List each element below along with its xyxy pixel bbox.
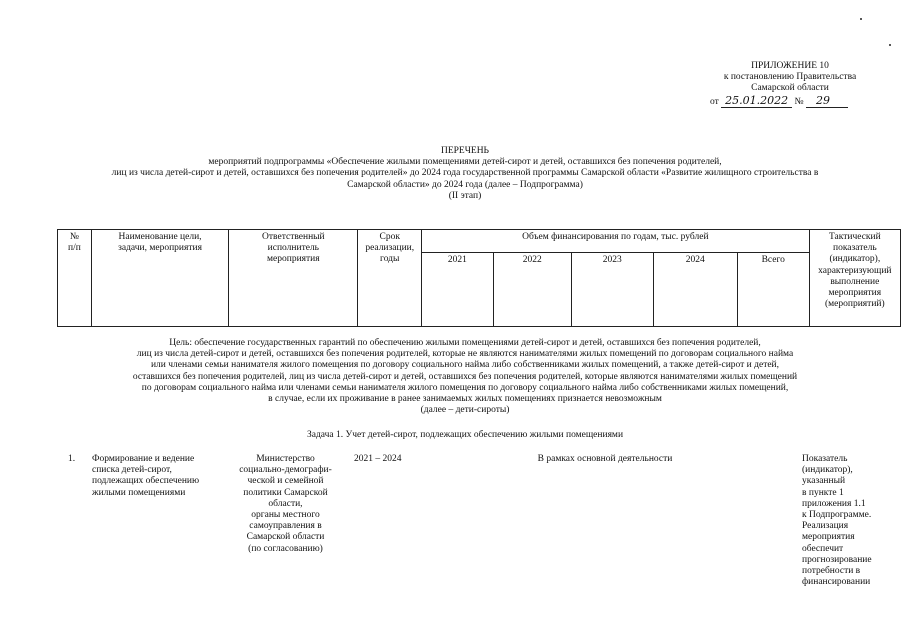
row-term: 2021 – 2024 (354, 454, 402, 464)
scan-speck (889, 44, 891, 46)
row-financing: В рамках основной деятельности (537, 454, 673, 464)
document-title-block (40, 146, 890, 202)
goal-line: оставшихся без попечения родителей, лиц из числа детей-сирот и детей, оставшихся без попечения родителей, которые являются нанимателями жилых помещений (132, 371, 798, 382)
handwritten-number: 29 (806, 94, 848, 108)
title-line: мероприятий подпрограммы «Обеспечение жилыми помещениями детей-сирот и детей, оставшихся без попечения родителей, (208, 157, 722, 168)
goal-line: по договорам социального найма или членами семьи нанимателя жилого помещения по договору социального найма либо собственниками жилых помещений, (141, 382, 789, 393)
appendix-date-line (700, 95, 880, 108)
row-number: 1. (68, 454, 76, 464)
number-label: № (794, 96, 804, 107)
goal-line: в случае, если их проживание в ранее занимаемых жилых помещениях признается невозможным (268, 394, 662, 405)
table-header (57, 229, 901, 327)
header-term: Срок реализации, годы (358, 230, 422, 327)
from-label: от (710, 96, 719, 107)
appendix-block (700, 61, 880, 108)
scan-speck (860, 18, 862, 20)
header-year: 2022 (493, 253, 571, 327)
header-year: 2021 (422, 253, 494, 327)
goal-line: или членами семьи нанимателя жилого помещения по договору социального найма либо собственниками жилых помещений, а также детей-сирот и детей, (150, 360, 780, 371)
goal-block (40, 338, 890, 416)
header-indicator: Тактический показатель (индикатор), характеризующий выполнение мероприятия (мероприятий) (809, 230, 900, 327)
row-indicator: Показатель (индикатор), указанный в пункте 1 приложения 1.1 к Подпрограмме. Реализация мероприятия обеспечит прогнозирование потребности в финансировании (802, 454, 872, 588)
handwritten-date: 25.01.2022 (721, 94, 792, 108)
header-total: Всего (737, 253, 809, 327)
appendix-region: Самарской области (751, 83, 829, 94)
goal-line: (далее – дети-сироты) (420, 405, 510, 416)
header-name: Наименование цели, задачи, мероприятия (91, 230, 228, 327)
header-num: № п/п (58, 230, 92, 327)
header-executor: Ответственный исполнитель мероприятия (229, 230, 358, 327)
title-line: (II этап) (448, 190, 482, 201)
header-year: 2024 (653, 253, 737, 327)
goal-line: лиц из числа детей-сирот и детей, оставшихся без попечения родителей, которые не являются нанимателями жилых помещений по договорам социального найма (136, 349, 794, 360)
task-heading: Задача 1. Учет детей-сирот, подлежащих обеспечению жилыми помещениями (306, 430, 624, 440)
header-financing: Объем финансирования по годам, тыс. рублей (422, 230, 810, 253)
document-heading: ПЕРЕЧЕНЬ (440, 146, 490, 156)
title-line: Самарской области» до 2024 года (далее – Подпрограмма) (347, 179, 583, 190)
goal-line: Цель: обеспечение государственных гарантий по обеспечению жилыми помещениями детей-сирот и детей, оставшихся без попечения родителей, (169, 338, 761, 348)
appendix-subtitle: к постановлению Правительства (723, 72, 857, 83)
appendix-title: ПРИЛОЖЕНИЕ 10 (751, 61, 829, 71)
row-activity-name: Формирование и ведение списка детей-сирот, подлежащих обеспечению жилыми помещениями (92, 454, 200, 498)
row-executor: Министерство социально-демографи- ческой и семейной политики Самарской области, органы местного самоуправления в Самарской области (по согласованию) (239, 454, 332, 554)
title-line: лиц из числа детей-сирот и детей, оставшихся без попечения родителей» до 2024 года государственной программы Самарской области «Развитие жилищного строительства в (111, 168, 819, 179)
header-year: 2023 (571, 253, 653, 327)
